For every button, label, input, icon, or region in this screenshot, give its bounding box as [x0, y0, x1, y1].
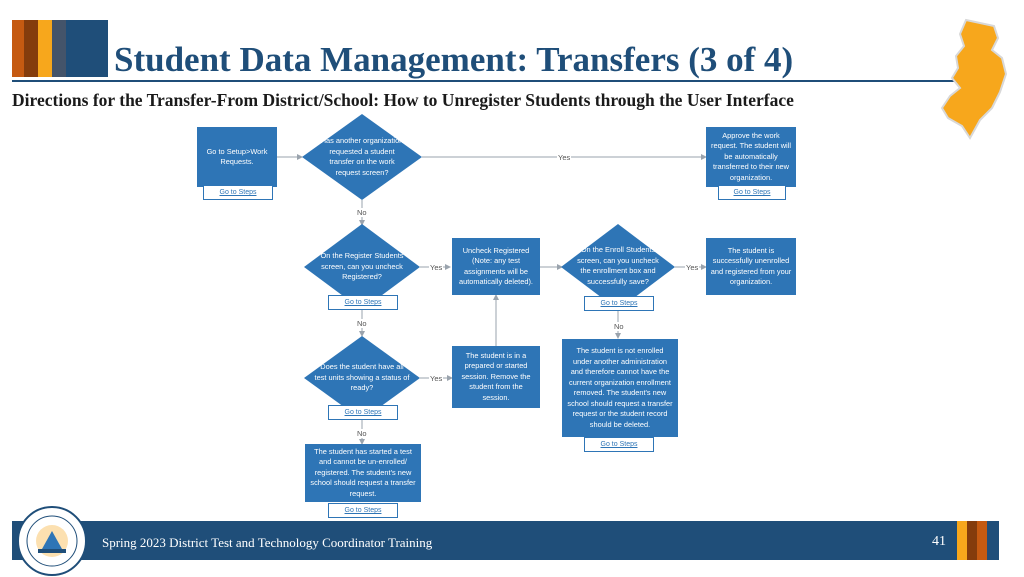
yes-label: Yes — [558, 153, 571, 162]
footer-text: Spring 2023 District Test and Technology Coordinator Training — [102, 535, 433, 550]
state-seal-icon — [16, 505, 88, 577]
go-to-steps-link[interactable]: Go to Steps — [328, 503, 398, 518]
box-uncheck-registered: Uncheck Registered (Note: any test assignments will be automatically deleted). — [452, 238, 540, 295]
box-remove-from-session: The student is in a prepared or started session. Remove the student from the session. — [452, 346, 540, 408]
box-approve-work-request: Approve the work request. The student will be automatically transferred to their new organization. — [706, 127, 796, 187]
no-label: No — [357, 208, 367, 217]
go-to-steps-link[interactable]: Go to Steps — [584, 437, 654, 452]
go-to-steps-link[interactable]: Go to Steps — [584, 296, 654, 311]
footer-accent-brown — [967, 521, 977, 560]
no-label: No — [357, 429, 367, 438]
go-to-steps-link[interactable]: Go to Steps — [203, 185, 273, 200]
box-successfully-unenrolled: The student is successfully unenrolled and registered from your organization. — [706, 238, 796, 295]
footer-accent-rust — [977, 521, 987, 560]
page-subtitle: Directions for the Transfer-From District/School: How to Unregister Students through the User Interface — [12, 90, 794, 110]
no-label: No — [614, 322, 624, 331]
box-started-test: The student has started a test and cannot be un-enrolled/ registered. The student's new school should request a transfer request. — [305, 444, 421, 502]
yes-label: Yes — [430, 374, 443, 383]
footer-accent-navy — [987, 521, 999, 560]
page-number: 41 — [932, 534, 946, 549]
footer-accent-orange — [957, 521, 967, 560]
box-not-enrolled: The student is not enrolled under another administration and therefore cannot have the current organization enrollment removed. The student's new school should request a transfer request or the student record should be deleted. — [562, 339, 678, 437]
go-to-steps-link[interactable]: Go to Steps — [718, 185, 786, 200]
page-title: Student Data Management: Transfers (3 of 4) — [114, 40, 794, 79]
decision-another-org-text: Has another organization requested a student transfer on the work request screen? — [320, 136, 404, 177]
go-to-steps-link[interactable]: Go to Steps — [328, 405, 398, 420]
yes-label: Yes — [430, 263, 443, 272]
no-label: No — [357, 319, 367, 328]
box-go-to-work-requests: Go to Setup>Work Requests. — [197, 127, 277, 187]
decision-status-ready-text: Does the student have all test units showing a status of ready? — [314, 362, 410, 393]
go-to-steps-link[interactable]: Go to Steps — [328, 295, 398, 310]
yes-label: Yes — [686, 263, 699, 272]
decision-uncheck-registered-text: On the Register Students screen, can you uncheck Registered? — [320, 251, 404, 282]
decision-enroll-text: On the Enroll Students screen, can you uncheck the enrollment box and successfully save? — [577, 245, 659, 286]
